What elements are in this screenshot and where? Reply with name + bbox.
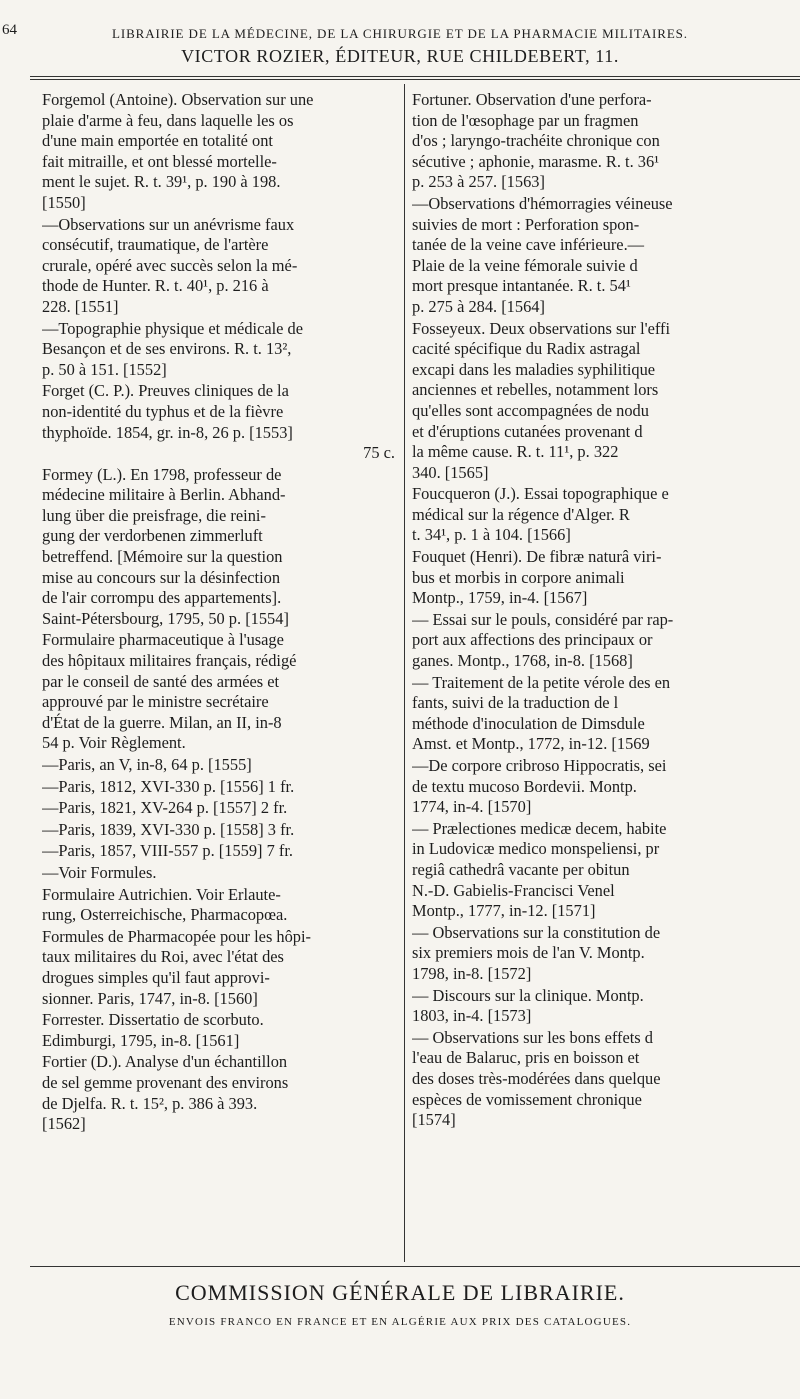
entry-line: de Djelfa. R. t. 15², p. 386 à 393. xyxy=(42,1093,258,1113)
entry-line: médecine militaire à Berlin. Abhand- xyxy=(42,485,286,505)
entry-line: qu'elles sont accompagnées de nodu xyxy=(412,400,649,420)
entry-line: —Paris, an V, in-8, 64 p. [1555] xyxy=(42,755,252,774)
entry-line: d'une main emportée en totalité ont xyxy=(42,131,273,151)
entry-line: mise au concours sur la désinfection xyxy=(42,567,281,587)
right-column xyxy=(412,90,800,1258)
entry-line: 228. [1551] xyxy=(42,296,119,316)
entry-line: méthode d'inoculation de Dimsdule xyxy=(412,713,645,733)
entry-line: des hôpitaux militaires français, rédigé xyxy=(42,651,297,671)
entry-line: 1798, in-8. [1572] xyxy=(412,963,532,983)
entry-line: crurale, opéré avec succès selon la mé- xyxy=(42,255,298,275)
entry-line: 75 c. xyxy=(363,443,395,463)
entry-line: ment le sujet. R. t. 39¹, p. 190 à 198. xyxy=(42,172,281,192)
entry-line: p. 275 à 284. [1564] xyxy=(412,296,545,316)
entry-line: de textu mucoso Bordevii. Montp. xyxy=(412,776,637,796)
catalog-entry xyxy=(412,547,800,609)
entry-line: de l'air corrompu des appartements]. xyxy=(42,588,282,608)
entry-line: —Topographie physique et médicale de xyxy=(42,318,304,338)
left-column xyxy=(42,90,395,1258)
catalog-entry xyxy=(42,820,395,841)
entry-line: Formey (L.). En 1798, professeur de xyxy=(42,464,282,484)
entry-line: [1562] xyxy=(42,1114,86,1134)
entry-line: — Observations sur les bons effets d xyxy=(412,1027,653,1047)
entry-line: la même cause. R. t. 11¹, p. 322 xyxy=(412,442,619,462)
entry-line: —Voir Formules. xyxy=(42,862,157,882)
entry-line: mort presque intantanée. R. t. 54¹ xyxy=(412,276,631,296)
column-divider xyxy=(404,84,405,1262)
entry-line: sécutive ; aphonie, marasme. R. t. 36¹ xyxy=(412,151,660,171)
catalog-entry xyxy=(412,819,800,922)
entry-line: de sel gemme provenant des environs xyxy=(42,1072,289,1092)
catalog-entry xyxy=(412,986,800,1027)
entry-line: fait mitraille, et ont blessé mortelle- xyxy=(42,151,277,171)
running-header-publisher-line: LIBRAIRIE DE LA MÉDECINE, DE LA CHIRURGIE ET DE LA PHARMACIE MILITAIRES. xyxy=(112,26,688,41)
entry-line: excapi dans les maladies syphilitique xyxy=(412,359,656,379)
running-header-editor-line: VICTOR ROZIER, ÉDITEUR, RUE CHILDEBERT, 11. xyxy=(181,46,619,66)
entry-line: lung über die preisfrage, die reini- xyxy=(42,505,266,525)
entry-line: suivies de mort : Perforation spon- xyxy=(412,214,640,234)
entry-line: sionner. Paris, 1747, in-8. [1560] xyxy=(42,988,258,1008)
entry-line: 1803, in-4. [1573] xyxy=(412,1006,532,1026)
catalog-entry xyxy=(42,885,395,926)
catalog-entry xyxy=(412,1028,800,1131)
entry-line: thode de Hunter. R. t. 40¹, p. 216 à xyxy=(42,276,269,296)
entry-line: six premiers mois de l'an V. Montp. xyxy=(412,943,645,963)
entry-line: approuvé par le ministre secrétaire xyxy=(42,692,269,712)
entry-line: consécutif, traumatique, de l'artère xyxy=(42,235,269,255)
entry-line: port aux affections des principaux or xyxy=(412,630,653,650)
entry-line: Montp., 1759, in-4. [1567] xyxy=(412,588,588,608)
entry-line: des doses très-modérées dans quelque xyxy=(412,1068,661,1088)
header-rule-double xyxy=(30,79,800,80)
entry-line: tanée de la veine cave inférieure.— xyxy=(412,235,645,255)
catalog-entry xyxy=(42,777,395,798)
entry-line: fants, suivi de la traduction de l xyxy=(412,693,619,713)
entry-line: Plaie de la veine fémorale suivie d xyxy=(412,255,638,275)
entry-line: médical sur la régence d'Alger. R xyxy=(412,504,630,524)
entry-line: non-identité du typhus et de la fièvre xyxy=(42,401,284,421)
header-rule xyxy=(30,76,800,77)
entry-line: Saint-Pétersbourg, 1795, 50 p. [1554] xyxy=(42,608,289,628)
entry-line: et d'éruptions cutanées provenant d xyxy=(412,421,643,441)
entry-line: —Paris, 1821, XV-264 p. [1557] 2 fr. xyxy=(42,798,288,818)
entry-line: Formulaire pharmaceutique à l'usage xyxy=(42,630,284,650)
entry-line: p. 50 à 151. [1552] xyxy=(42,359,167,379)
catalog-entry xyxy=(412,90,800,193)
entry-line: Fosseyeux. Deux observations sur l'effi xyxy=(412,318,671,338)
catalog-entry xyxy=(42,465,395,630)
entry-line: —Paris, 1812, XVI-330 p. [1556] 1 fr. xyxy=(42,776,295,796)
entry-line: ganes. Montp., 1768, in-8. [1568] xyxy=(412,651,633,671)
entry-line: 1774, in-4. [1570] xyxy=(412,797,532,817)
entry-line: Amst. et Montp., 1772, in-12. [1569 xyxy=(412,734,650,754)
entry-line: espèces de vomissement chronique xyxy=(412,1089,642,1109)
entry-line: Montp., 1777, in-12. [1571] xyxy=(412,901,596,921)
entry-line: Fortuner. Observation d'une perfora- xyxy=(412,90,652,109)
entry-line: plaie d'arme à feu, dans laquelle les os xyxy=(42,110,294,130)
catalog-entry xyxy=(42,381,395,463)
entry-line: Besançon et de ses environs. R. t. 13², xyxy=(42,339,292,359)
entry-line: — Traitement de la petite vérole des en xyxy=(412,672,671,692)
entry-line: Fouquet (Henri). De fibræ naturâ viri- xyxy=(412,547,662,567)
entry-line: 340. [1565] xyxy=(412,462,489,482)
entry-line: taux militaires du Roi, avec l'état des xyxy=(42,947,284,967)
catalog-entry xyxy=(42,1052,395,1134)
catalog-entry xyxy=(412,484,800,546)
catalog-entry xyxy=(412,319,800,484)
entry-line: bus et morbis in corpore animali xyxy=(412,567,625,587)
catalog-entry xyxy=(42,841,395,862)
entry-line: rung, Osterreichische, Pharmacopœa. xyxy=(42,905,288,925)
entry-line: cacité spécifique du Radix astragal xyxy=(412,339,641,359)
entry-line: p. 253 à 257. [1563] xyxy=(412,172,545,192)
catalog-entry xyxy=(412,923,800,985)
entry-line: regiâ cathedrâ vacante per obitun xyxy=(412,859,630,879)
entry-line: —Observations d'hémorragies véineuse xyxy=(412,193,673,213)
entry-line: anciennes et rebelles, notamment lors xyxy=(412,380,659,400)
entry-line: 54 p. Voir Règlement. xyxy=(42,733,186,753)
entry-line: — Prælectiones medicæ decem, habite xyxy=(412,818,667,838)
catalog-entry xyxy=(42,927,395,1009)
entry-line: Fortier (D.). Analyse d'un échantillon xyxy=(42,1052,288,1072)
entry-line: — Observations sur la constitution de xyxy=(412,922,661,942)
entry-line: Formules de Pharmacopée pour les hôpi- xyxy=(42,926,312,946)
catalog-entry xyxy=(42,1010,395,1051)
footer-title: COMMISSION GÉNÉRALE DE LIBRAIRIE. xyxy=(175,1280,625,1305)
footer-rule xyxy=(30,1266,800,1267)
catalog-entry xyxy=(42,798,395,819)
entry-line: Formulaire Autrichien. Voir Erlaute- xyxy=(42,884,281,904)
catalog-entry xyxy=(42,630,395,754)
catalog-entry xyxy=(42,755,395,776)
entry-line: tion de l'œsophage par un fragmen xyxy=(412,110,639,130)
catalog-entry xyxy=(412,610,800,672)
entry-line: Edimburgi, 1795, in-8. [1561] xyxy=(42,1030,240,1050)
entry-line: —De corpore cribroso Hippocratis, sei xyxy=(412,756,667,775)
catalog-entry xyxy=(412,194,800,318)
entry-line: gung der verdorbenen zimmerluft xyxy=(42,526,263,546)
catalog-entry xyxy=(412,673,800,755)
catalog-entry xyxy=(42,90,395,214)
catalog-entry xyxy=(42,863,395,884)
entry-line: [1550] xyxy=(42,192,86,212)
entry-line: t. 34¹, p. 1 à 104. [1566] xyxy=(412,525,571,545)
entry-line: N.-D. Gabielis-Francisci Venel xyxy=(412,880,615,900)
catalog-entry xyxy=(42,319,395,381)
entry-line: Forrester. Dissertatio de scorbuto. xyxy=(42,1010,264,1030)
entry-line: thyphoïde. 1854, gr. in-8, 26 p. [1553] xyxy=(42,422,293,442)
entry-line: [1574] xyxy=(412,1110,456,1130)
entry-line: drogues simples qu'il faut approvi- xyxy=(42,967,270,987)
entry-line: Forgemol (Antoine). Observation sur une xyxy=(42,90,314,109)
entry-line: l'eau de Balaruc, pris en boisson et xyxy=(412,1048,640,1068)
entry-line: Foucqueron (J.). Essai topographique e xyxy=(412,484,669,504)
catalog-entry xyxy=(42,215,395,318)
entry-line: Forget (C. P.). Preuves cliniques de la xyxy=(42,381,289,401)
footer-subtitle: ENVOIS FRANCO EN FRANCE ET EN ALGÉRIE AUX PRIX DES CATALOGUES. xyxy=(168,1316,632,1328)
entry-line: in Ludovicæ medico monspeliensi, pr xyxy=(412,839,660,859)
entry-line: — Essai sur le pouls, considéré par rap- xyxy=(412,609,674,629)
entry-line: —Paris, 1839, XVI-330 p. [1558] 3 fr. xyxy=(42,819,295,839)
entry-line: — Discours sur la clinique. Montp. xyxy=(412,985,644,1005)
entry-line: d'État de la guerre. Milan, an II, in-8 xyxy=(42,712,282,732)
page-number: 64 xyxy=(2,22,17,38)
catalog-entry xyxy=(412,756,800,818)
entry-line: betreffend. [Mémoire sur la question xyxy=(42,547,283,567)
entry-line: —Paris, 1857, VIII-557 p. [1559] 7 fr. xyxy=(42,841,293,861)
entry-line: par le conseil de santé des armées et xyxy=(42,671,280,691)
entry-line: —Observations sur un anévrisme faux xyxy=(42,214,295,234)
entry-line: d'os ; laryngo-trachéite chronique con xyxy=(412,131,660,151)
